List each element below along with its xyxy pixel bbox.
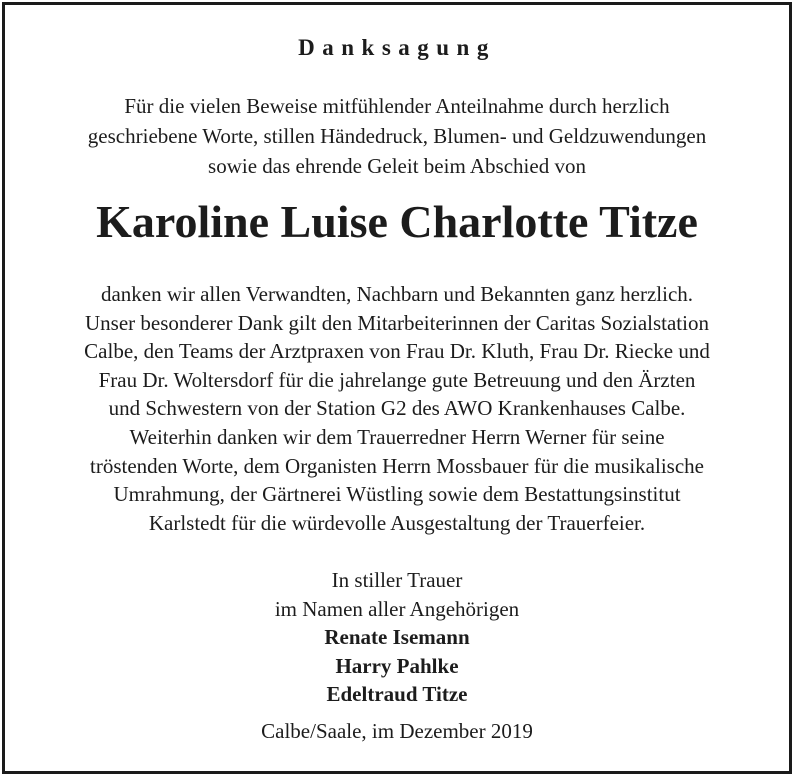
thanks-line: tröstenden Worte, dem Organisten Herrn Mossbauer für die musikalische <box>90 453 704 478</box>
thanks-line: Calbe, den Teams der Arztpraxen von Frau Dr. Kluth, Frau Dr. Riecke und <box>84 339 710 364</box>
thanks-line: Frau Dr. Woltersdorf für die jahrelange gute Betreuung und den Ärzten <box>98 367 696 392</box>
thanks-line: Karlstedt für die würdevolle Ausgestaltung der Trauerfeier. <box>148 510 646 535</box>
thanks-paragraph <box>5 280 789 537</box>
closing-line: im Namen aller Angehörigen <box>274 596 520 621</box>
thanks-line: Umrahmung, der Gärtnerei Wüstling sowie dem Bestattungsinstitut <box>113 482 681 507</box>
thanks-line: und Schwestern von der Station G2 des AWO Krankenhauses Calbe. <box>108 396 686 421</box>
closing-block <box>5 566 789 709</box>
intro-paragraph <box>5 91 789 181</box>
place-date: Calbe/Saale, im Dezember 2019 <box>261 719 533 743</box>
thanks-line: Unser besonderer Dank gilt den Mitarbeiterinnen der Caritas Sozialstation <box>85 310 709 335</box>
intro-line: geschriebene Worte, stillen Händedruck, Blumen- und Geldzuwendungen <box>87 124 707 148</box>
notice-frame <box>2 2 792 774</box>
thanks-line: danken wir allen Verwandten, Nachbarn und Bekannten ganz herzlich. <box>100 282 694 306</box>
signatory-name: Renate Isemann <box>324 625 470 649</box>
thanks-line: Weiterhin danken wir dem Trauerredner Herrn Werner für seine <box>129 424 665 449</box>
notice-heading: Danksagung <box>298 35 496 60</box>
signatory-name: Harry Pahlke <box>335 653 459 678</box>
deceased-name: Karoline Luise Charlotte Titze <box>96 196 698 247</box>
intro-line: sowie das ehrende Geleit beim Abschied von <box>208 154 586 178</box>
signatory-name: Edeltraud Titze <box>326 682 468 706</box>
closing-line: In stiller Trauer <box>331 568 463 592</box>
intro-line: Für die vielen Beweise mitfühlender Anteilnahme durch herzlich <box>124 94 670 118</box>
